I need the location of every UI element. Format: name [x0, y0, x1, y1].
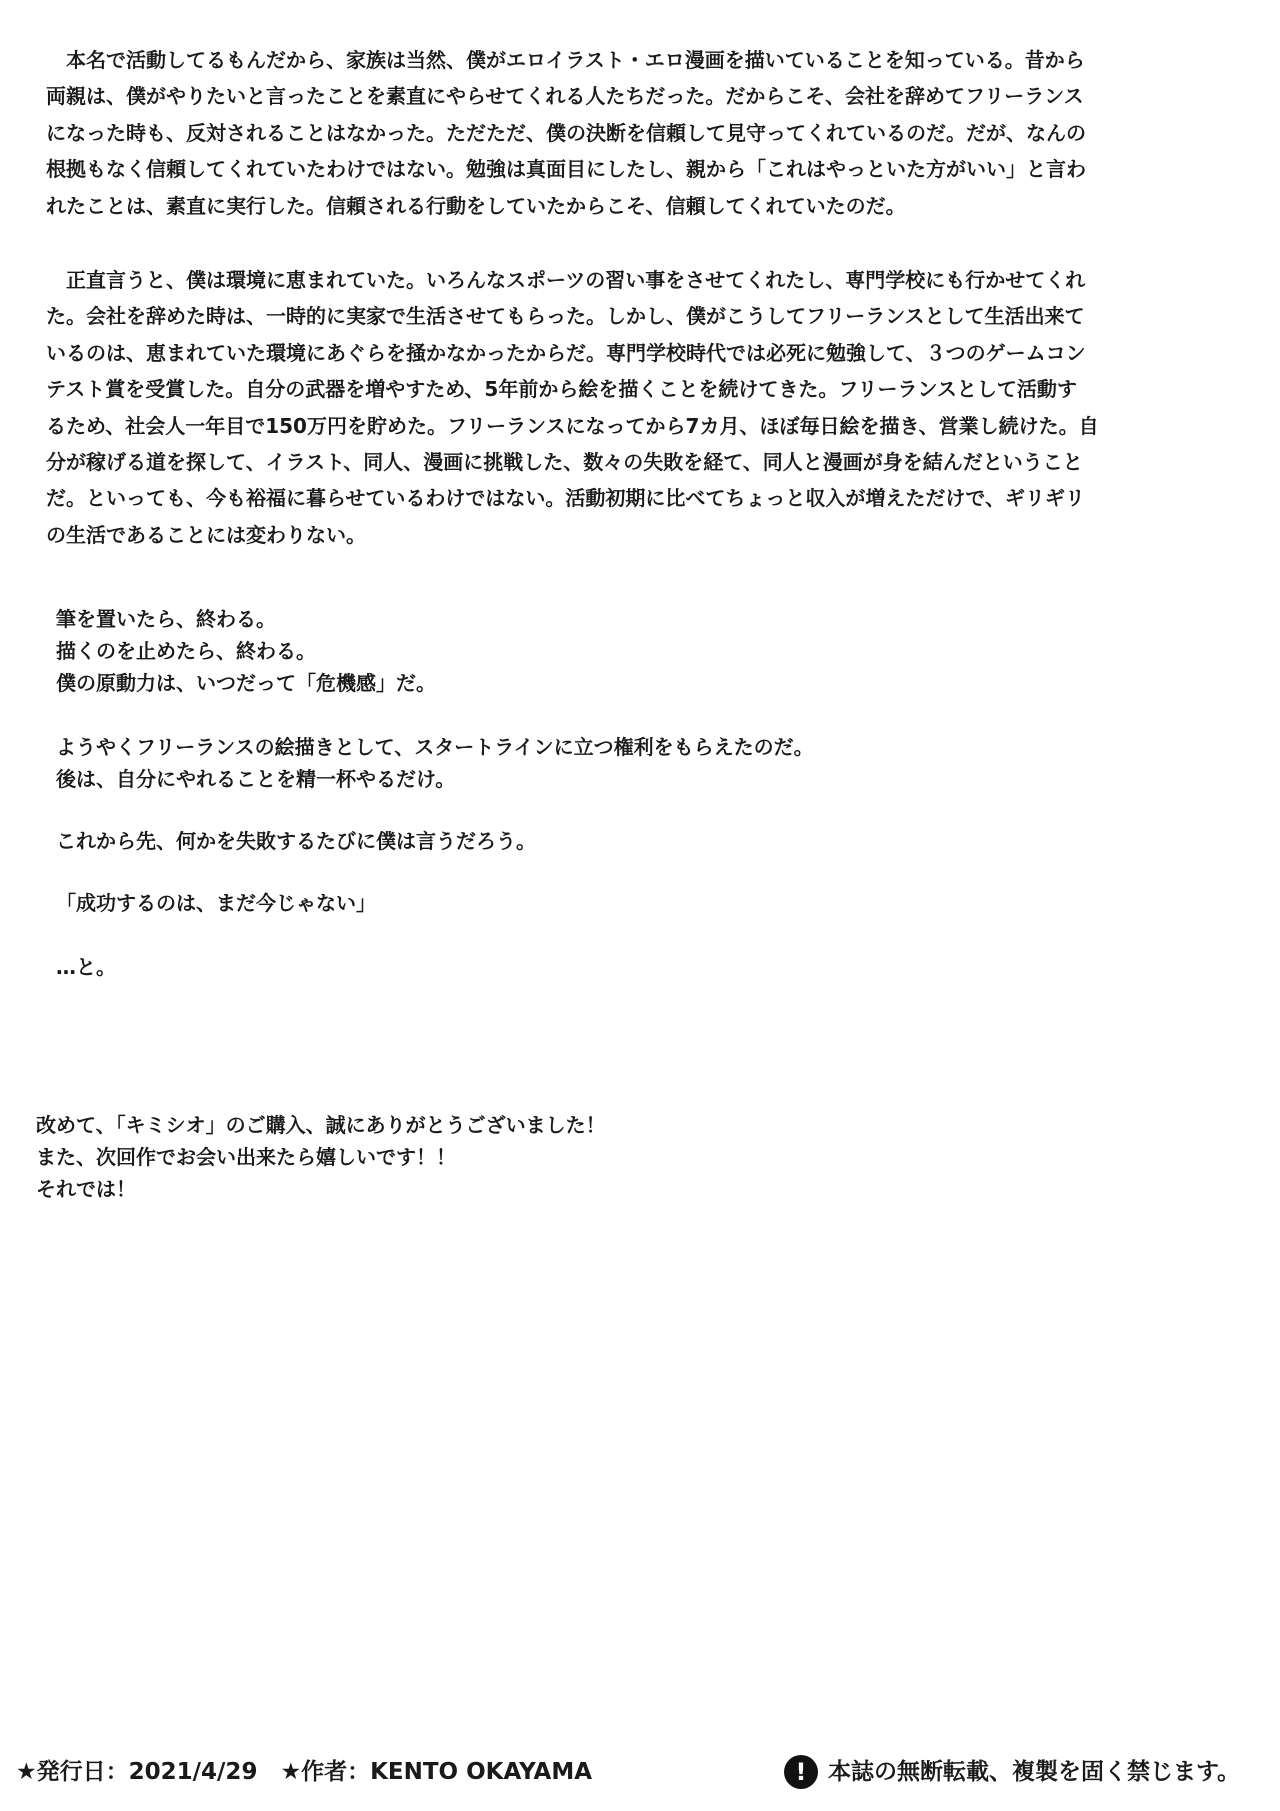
- environment-line-6: 分が稼げる道を探して、イラスト、同人、漫画に挑戦した、数々の失敗を経て、同人と漫画が身を結んだということ: [46, 449, 1083, 474]
- intro-line-2: 両親は、僕がやりたいと言ったことを素直にやらせてくれる人たちだった。だからこそ、会社を辞めてフリーランス: [46, 84, 1084, 109]
- intro-line-1: 本名で活動してるもんだから、家族は当然、僕がエロイラスト・エロ漫画を描いていることを知っている。昔から: [46, 48, 1085, 72]
- environment-line-2: た。会社を辞めた時は、一時的に実家で生活させてもらった。しかし、僕がこうしてフリーランスとして生活出来て: [46, 304, 1085, 329]
- environment-line-1: 正直言うと、僕は環境に恵まれていた。いろんなスポーツの習い事をさせてくれたし、専門学校にも行かせてくれ: [46, 268, 1086, 292]
- intro-line-4: 根拠もなく信頼してくれていたわけではない。勉強は真面目にしたし、親から「これはやっといた方がいい」と言わ: [46, 157, 1086, 182]
- environment-line-5: るため、社会人一年目で150万円を貯めた。フリーランスになってから7カ月、ほぼ毎日絵を描き、営業し続けた。自: [46, 413, 1099, 438]
- thanks-line-2: また、次回作でお会い出来たら嬉しいです！！: [36, 1145, 456, 1169]
- notice-text: 本誌の無断転載、複製を固く禁じます。: [828, 1759, 1241, 1785]
- closing-line-2: 描くのを止めたら、終わる。: [56, 639, 316, 663]
- closing-line-6: これから先、何かを失敗するたびに僕は言うだろう。: [56, 829, 536, 853]
- intro-line-5: れたことは、素直に実行した。信頼される行動をしていたからこそ、信頼してくれていたのだ。: [46, 193, 906, 218]
- thanks-line-1: 改めて、「キミシオ」のご購入、誠にありがとうございました！: [36, 1113, 606, 1137]
- intro-paragraph: [46, 42, 1086, 224]
- publication-info: ★発行日：2021/4/29 ★作者：KENTO OKAYAMA: [16, 1759, 593, 1785]
- environment-line-8: の生活であることには変わりない。: [46, 522, 366, 547]
- environment-line-3: いるのは、恵まれていた環境にあぐらを掻かなかったからだ。専門学校時代では必死に勉強して、３つのゲームコン: [46, 340, 1086, 365]
- environment-line-7: だ。といっても、今も裕福に暮らせているわけではない。活動初期に比べてちょっと収入が増えただけで、ギリギリ: [46, 486, 1085, 511]
- closing-quote: 「成功するのは、まだ今じゃない」: [56, 891, 376, 915]
- closing-line-8: …と。: [56, 955, 116, 979]
- closing-line-4: ようやくフリーランスの絵描きとして、スタートラインに立つ権利をもらえたのだ。: [56, 735, 814, 759]
- exclamation-circle-icon: !: [784, 1755, 818, 1789]
- closing-line-5: 後は、自分にやれることを精一杯やるだけ。: [56, 767, 456, 791]
- copyright-notice: [784, 1755, 1240, 1789]
- environment-line-4: テスト賞を受賞した。自分の武器を増やすため、5年前から絵を描くことを続けてきた。フリーランスとして活動す: [46, 377, 1077, 402]
- closing-line-1: 筆を置いたら、終わる。: [56, 607, 276, 631]
- environment-paragraph: [46, 262, 1099, 553]
- thanks-line-3: それでは！: [36, 1177, 136, 1201]
- closing-line-3: 僕の原動力は、いつだって「危機感」だ。: [56, 671, 436, 695]
- intro-line-3: になった時も、反対されることはなかった。ただただ、僕の決断を信頼して見守ってくれているのだ。だが、なんの: [46, 120, 1086, 145]
